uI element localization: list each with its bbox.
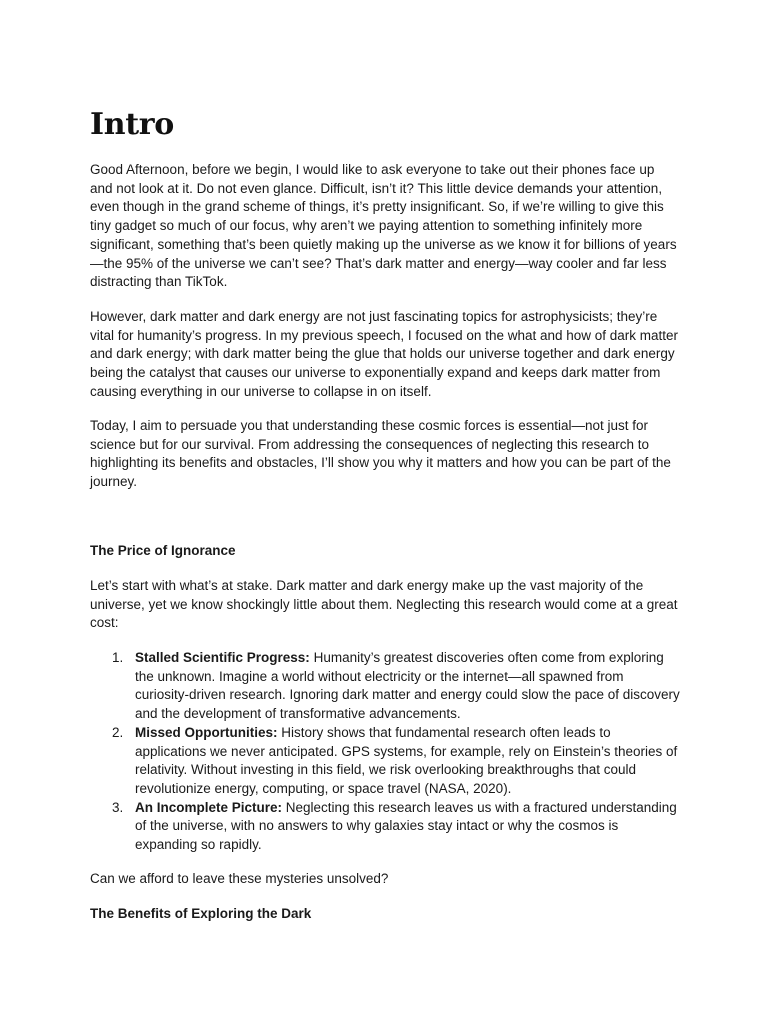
list-item-text: Neglecting this research leaves us with a fractured understanding of the universe, with no answers to why galaxies stay intact or why the cosmos is expanding so rapidly. — [135, 799, 677, 853]
intro-paragraph-3: Today, I aim to persuade you that understanding these cosmic forces is essential—not just for science but for our survival. From addressing the consequences of neglecting this research to highlighting its benefits and obstacles, I’ll show you why it matters and how you can be part of the journey. — [90, 418, 671, 490]
list-item — [90, 724, 680, 799]
page-title: Intro — [90, 107, 175, 142]
list-item-text: History shows that fundamental research often leads to applications we never anticipated. GPS systems, for example, rely on Einstein’s theories of relativity. Without investing in this field, we risk overlooking breakthroughs that could revolutionize energy, computing, or space travel (NASA, 2020). — [135, 724, 678, 796]
section-heading-benefits: The Benefits of Exploring the Dark — [90, 906, 312, 921]
list-item-lead: An Incomplete Picture: — [135, 799, 283, 815]
list-item-lead: Missed Opportunities: — [135, 724, 278, 740]
price-lead-paragraph: Let’s start with what’s at stake. Dark matter and dark energy make up the vast majority of the universe, yet we know shockingly little about them. Neglecting this research would come at a great cost: — [90, 578, 678, 631]
list-item-number: 3. — [112, 799, 124, 815]
list-item-number: 1. — [112, 650, 124, 665]
price-closing-question: Can we afford to leave these mysteries unsolved? — [90, 871, 389, 886]
list-item — [90, 799, 680, 855]
list-item — [90, 649, 680, 724]
consequences-list — [90, 649, 680, 855]
list-item-number: 2. — [112, 724, 124, 740]
section-heading-price: The Price of Ignorance — [90, 543, 236, 558]
list-item-text: Humanity’s greatest discoveries often come from exploring the unknown. Imagine a world without electricity or the internet—all spawned from curiosity-driven research. Ignoring dark matter and energy could slow the pace of discovery and the development of transformative advancements. — [135, 650, 680, 722]
intro-paragraph-2: However, dark matter and dark energy are not just fascinating topics for astrophysicists; they’re vital for humanity’s progress. In my previous speech, I focused on the what and how of dark matter and dark energy; with dark matter being the glue that holds our universe together and dark energy being the catalyst that causes our universe to exponentially expand and keeps dark matter from causing everything in our universe to collapse in on itself. — [90, 309, 679, 399]
intro-paragraph-1: Good Afternoon, before we begin, I would like to ask everyone to take out their phones face up and not look at it. Do not even glance. Difficult, isn’t it? This little device demands your attention, even though in the grand scheme of things, it’s pretty insignificant. So, if we’re willing to give this tiny gadget so much of our focus, why aren’t we paying attention to something infinitely more significant, something that’s been quietly making up the universe as we know it for billions of years—the 95% of the universe we can’t see? That’s dark matter and energy—way cooler and far less distracting than TikTok. — [90, 162, 677, 290]
list-item-lead: Stalled Scientific Progress: — [135, 650, 310, 665]
